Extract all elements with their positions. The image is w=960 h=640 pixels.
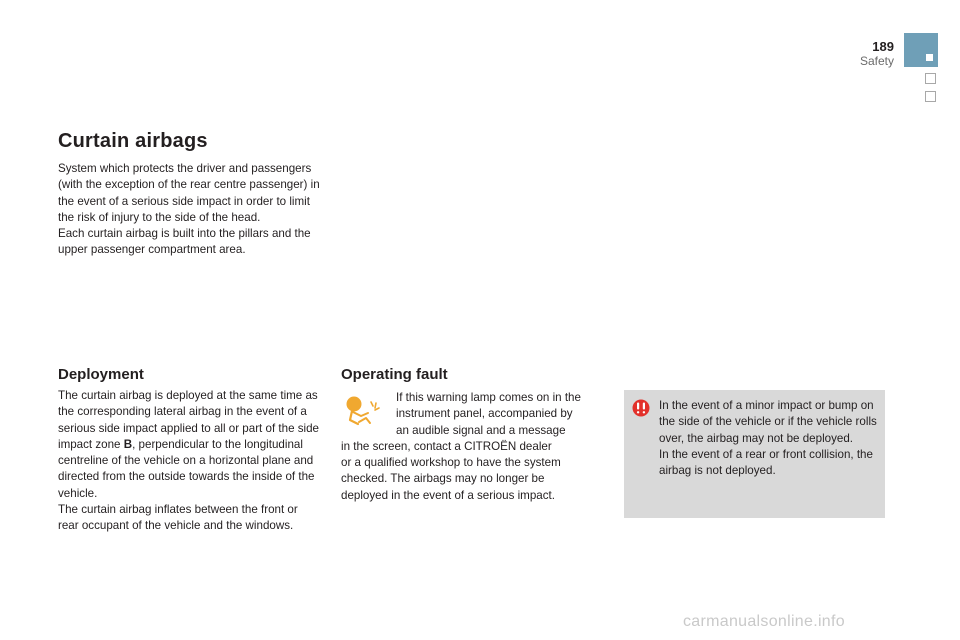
section-title: Curtain airbags [58, 130, 208, 152]
curtain-paragraph: Each curtain airbag is built into the pillars and the upper passenger compartment area. [58, 227, 311, 257]
fault-description [341, 390, 601, 504]
deployment-text: The curtain airbag is deployed at the same time as the corresponding lateral airbag in the event of a serious side impact applied to all or part of the side impact zone [58, 389, 320, 451]
note-paragraph: In the event of a rear or front collision, the airbag is not deployed. [659, 447, 873, 478]
deployment-paragraph [58, 388, 320, 502]
fault-line: or a qualified workshop to have the system [341, 456, 561, 470]
warning-exclamation-icon [632, 399, 650, 417]
watermark: carmanualsonline.info [683, 613, 845, 630]
page-header [860, 40, 894, 68]
page-number: 189 [872, 39, 894, 54]
curtain-description [58, 161, 320, 259]
deployment-description [58, 388, 320, 535]
curtain-paragraph: System which protects the driver and passengers (with the exception of the rear centre passenger) in the event of a serious side impact in order to limit the risk of injury to the side of the head. [58, 162, 320, 224]
zone-label: B [123, 437, 133, 451]
warning-note-box [624, 390, 885, 518]
chapter-tab-active[interactable] [904, 33, 938, 67]
fault-title: Operating fault [341, 366, 448, 383]
deployment-paragraph: The curtain airbag inflates between the front or rear occupant of the vehicle and the windows. [58, 503, 298, 533]
fault-line: instrument panel, accompanied by [396, 407, 573, 421]
deployment-text: , perpendicular to the longitudinal centreline of the vehicle on a horizontal plane and directed from the outside towards the inside of the vehicle. [58, 437, 315, 500]
note-paragraph: In the event of a minor impact or bump on the side of the vehicle or if the vehicle rolls over, the airbag may not be deployed. [659, 399, 877, 445]
section-name: Safety [859, 54, 894, 68]
deployment-title: Deployment [58, 366, 144, 383]
chapter-tab[interactable] [925, 73, 936, 84]
fault-line: in the screen, contact a CITROËN dealer [341, 439, 552, 453]
fault-line: checked. The airbags may no longer be [341, 472, 545, 486]
fault-line: If this warning lamp comes on in the [396, 391, 581, 404]
fault-line: an audible signal and a message [396, 423, 566, 437]
tab-marker-icon [926, 54, 933, 61]
fault-line: deployed in the event of a serious impact. [341, 488, 555, 502]
warning-note-text [659, 398, 881, 479]
chapter-tab[interactable] [925, 91, 936, 102]
